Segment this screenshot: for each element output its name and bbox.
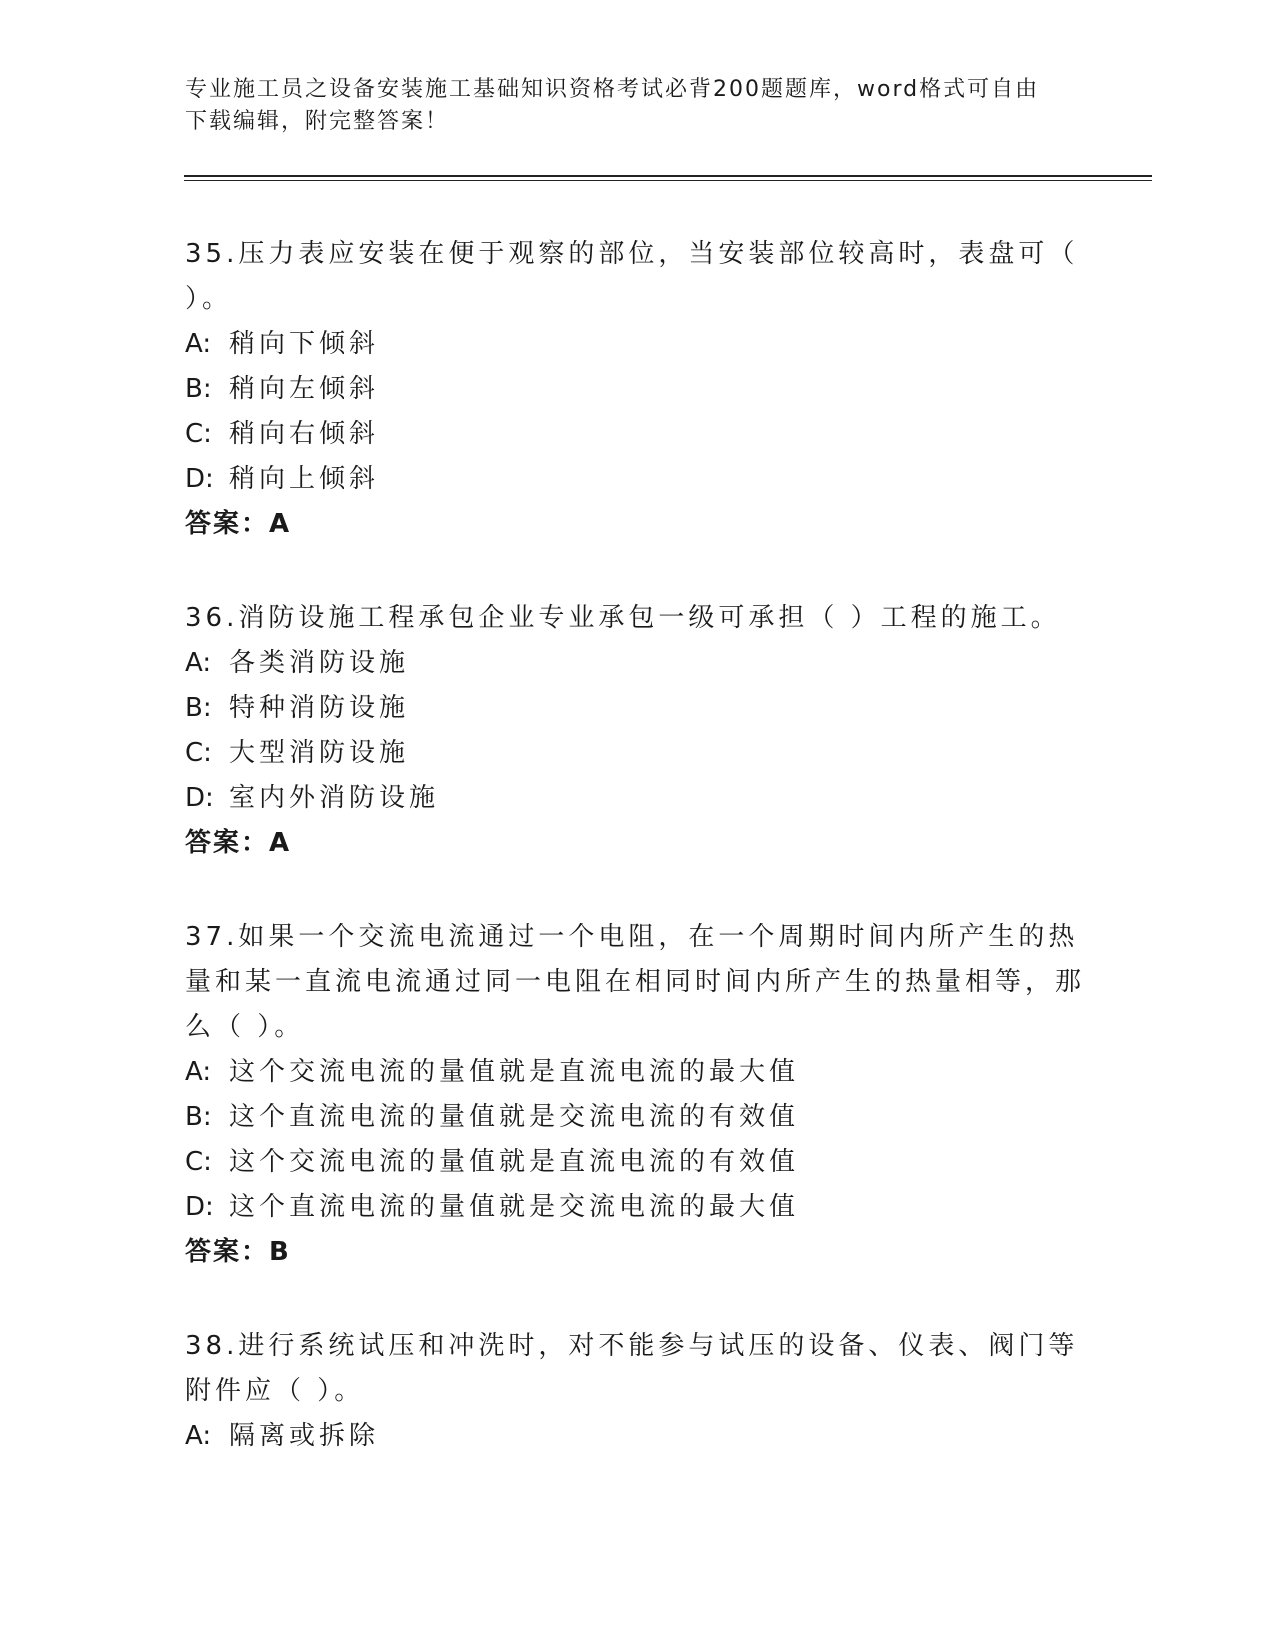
question-text: 36.消防设施工程承包企业专业承包一级可承担（ ）工程的施工。	[185, 603, 1061, 633]
option-a	[185, 1050, 1085, 1095]
document-header	[185, 74, 1065, 138]
option-letter: A:	[185, 1421, 212, 1451]
question-text: 37.如果一个交流电流通过一个电阻，在一个周期时间内所产生的热量和某一直流电流通过同一电阻在相同时间内所产生的热量相等，那么（ ）。	[185, 922, 1086, 1042]
option-letter: C:	[185, 419, 212, 449]
option-a	[185, 1414, 1085, 1459]
option-text: 这个直流电流的量值就是交流电流的有效值	[229, 1102, 800, 1132]
option-letter: D:	[185, 1192, 214, 1222]
option-text: 隔离或拆除	[229, 1421, 380, 1451]
header-line-1: 专业施工员之设备安装施工基础知识资格考试必背200题题库，word格式可自由	[185, 77, 1040, 102]
option-letter: B:	[185, 1102, 212, 1132]
question-text: 38.进行系统试压和冲洗时，对不能参与试压的设备、仪表、阀门等附件应（ ）。	[185, 1331, 1079, 1406]
option-b	[185, 367, 1085, 412]
answer-label: 答案：B	[185, 1237, 291, 1267]
option-text: 稍向左倾斜	[229, 374, 380, 404]
option-letter: D:	[185, 464, 214, 494]
option-letter: B:	[185, 693, 212, 723]
option-letter: C:	[185, 738, 212, 768]
option-b	[185, 686, 1085, 731]
question-36	[185, 596, 1085, 866]
option-text: 稍向右倾斜	[229, 419, 380, 449]
option-d	[185, 1185, 1085, 1230]
header-line-2: 下载编辑，附完整答案！	[185, 109, 450, 134]
option-text: 稍向下倾斜	[229, 329, 380, 359]
question-35	[185, 232, 1085, 547]
question-37	[185, 915, 1085, 1275]
option-text: 这个交流电流的量值就是直流电流的有效值	[229, 1147, 800, 1177]
option-a	[185, 322, 1085, 367]
option-text: 稍向上倾斜	[229, 464, 380, 494]
question-text: 35.压力表应安装在便于观察的部位，当安装部位较高时，表盘可（ ）。	[185, 239, 1079, 314]
option-text: 这个直流电流的量值就是交流电流的最大值	[229, 1192, 800, 1222]
option-c	[185, 731, 1085, 776]
option-d	[185, 776, 1085, 821]
option-c	[185, 412, 1085, 457]
option-text: 大型消防设施	[229, 738, 410, 768]
question-38	[185, 1324, 1085, 1459]
option-letter: C:	[185, 1147, 212, 1177]
option-b	[185, 1095, 1085, 1140]
option-letter: A:	[185, 1057, 212, 1087]
header-divider	[184, 175, 1152, 181]
option-c	[185, 1140, 1085, 1185]
option-a	[185, 641, 1085, 686]
option-letter: A:	[185, 329, 212, 359]
question-list	[185, 232, 1085, 1508]
answer-label: 答案：A	[185, 828, 292, 858]
option-letter: D:	[185, 783, 214, 813]
option-letter: B:	[185, 374, 212, 404]
option-text: 室内外消防设施	[229, 783, 440, 813]
option-text: 这个交流电流的量值就是直流电流的最大值	[229, 1057, 800, 1087]
option-letter: A:	[185, 648, 212, 678]
answer-label: 答案：A	[185, 509, 292, 539]
option-d	[185, 457, 1085, 502]
option-text: 各类消防设施	[229, 648, 410, 678]
option-text: 特种消防设施	[229, 693, 410, 723]
